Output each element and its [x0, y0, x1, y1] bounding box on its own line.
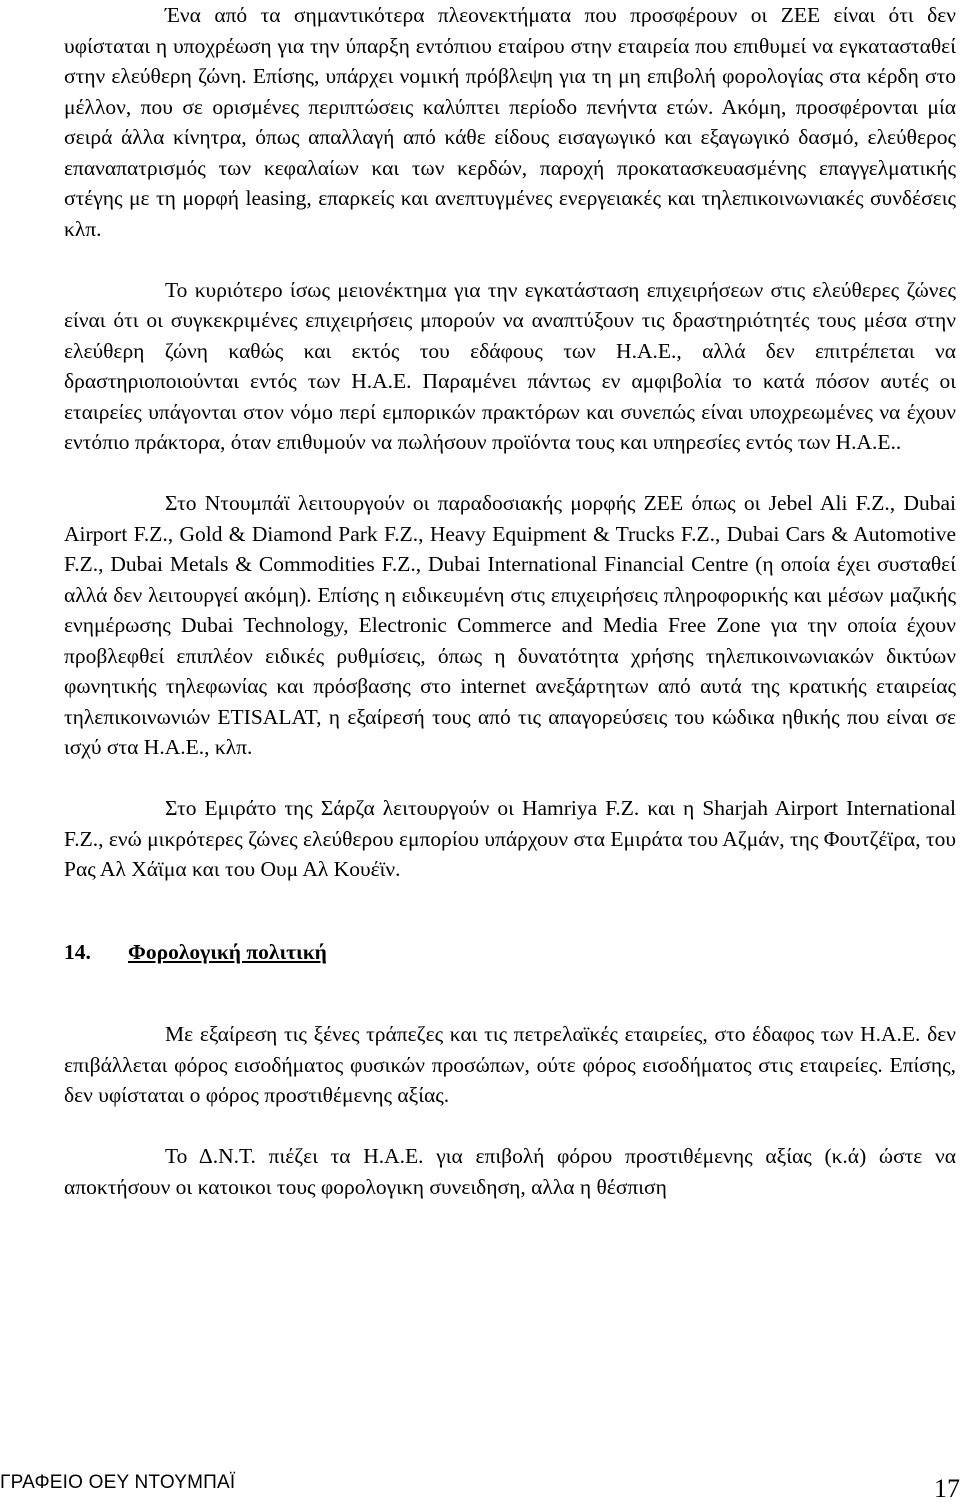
paragraph-sharjah-free-zones: Στο Εμιράτο της Σάρζα λειτουργούν οι Hamriya F.Z. και η Sharjah Airport International F.Z., ενώ μικρότερες ζώνες ελεύθερου εμπορίου υπάρχουν στα Εμιράτα του Αζμάν, της Φουτζέϊρα, του Ρας Αλ Χάϊμα και του Ουμ Αλ Κουέϊν.: [64, 796, 956, 881]
section-number: 14.: [64, 939, 91, 964]
section-heading: [64, 937, 956, 968]
paragraph-income-tax: Με εξαίρεση τις ξένες τράπεζες και τις πετρελαϊκές εταιρείες, στο έδαφος των Η.Α.Ε. δεν επιβάλλεται φόρος εισοδήματος φυσικών προσώπων, ούτε φόρος εισοδήματος στις εταιρείες. Επίσης, δεν υφίσταται ο φόρος προστιθέμενης αξίας.: [64, 1022, 956, 1107]
page-footer: [0, 1468, 960, 1502]
paragraph-dubai-free-zones: Στο Ντουμπάϊ λειτουργούν οι παραδοσιακής μορφής ΖΕΕ όπως οι Jebel Ali F.Z., Dubai Airport F.Z., Gold & Diamond Park F.Z., Heavy Equipment & Trucks F.Z., Dubai Cars & Automotive F.Z., Dubai Metals & Commodities F.Z., Dubai International Financial Centre (η οποία έχει συσταθεί αλλά δεν λειτουργεί ακόμη). Επίσης η ειδικευμένη στις επιχειρήσεις πληροφορικής και μέσων μαζικής ενημέρωσης Dubai Technology, Electronic Commerce and Media Free Zone για την οποία έχουν προβλεφθεί επιπλέον ειδικές ρυθμίσεις, όπως η δυνατότητα χρήσης τηλεπικοινωνιακών δικτύων φωνητικής τηλεφωνίας και πρόσβασης στο internet ανεξάρτητων από αυτά της κρατικής εταιρείας τηλεπικοινωνιών ETISALAT, η εξαίρεσή τους από τις απαγορεύσεις του κώδικα ηθικής που είναι σε ισχύ στα Η.Α.Ε., κλπ.: [64, 491, 956, 759]
footer-office-name: ΓΡΑΦΕΙΟ ΟΕΥ ΝΤΟΥΜΠΑΪ: [0, 1472, 236, 1493]
document-page: [64, 0, 956, 1202]
section-title: Φορολογική πολιτική: [128, 939, 327, 964]
paragraph-free-zone-advantages: Ένα από τα σημαντικότερα πλεονεκτήματα που προσφέρουν οι ΖΕΕ είναι ότι δεν υφίσταται η υποχρέωση για την ύπαρξη εντόπιου εταίρου στην εταιρεία που επιθυμεί να εγκατασταθεί στην ελεύθερη ζώνη. Επίσης, υπάρχει νομική πρόβλεψη για τη μη επιβολή φορολογίας στα κέρδη στο μέλλον, που σε ορισμένες περιπτώσεις καλύπτει περίοδο πενήντα ετών. Ακόμη, προσφέρονται μία σειρά άλλα κίνητρα, όπως απαλλαγή από κάθε είδους εισαγωγικό και εξαγωγικό δασμό, ελεύθερος επαναπατρισμός των κεφαλαίων και των κερδών, παροχή προκατασκευασμένης επαγγελματικής στέγης με τη μορφή leasing, επαρκείς και ανεπτυγμένες ενεργειακές και τηλεπικοινωνιακές συνδέσεις κλπ.: [64, 3, 956, 241]
footer-page-number: 17: [934, 1474, 960, 1503]
paragraph-vat-imf: Το Δ.Ν.Τ. πιέζει τα Η.Α.Ε. για επιβολή φόρου προστιθέμενης αξίας (κ.ά) ώστε να αποκτήσουν οι κατοικοι τους φορολογικη συνειδηση, αλλα η θέσπιση: [64, 1144, 956, 1199]
paragraph-free-zone-disadvantages: Το κυριότερο ίσως μειονέκτημα για την εγκατάσταση επιχειρήσεων στις ελεύθερες ζώνες είναι ότι οι συγκεκριμένες επιχειρήσεις μπορούν να αναπτύξουν τις δραστηριότητές τους μέσα στην ελεύθερη ζώνη καθώς και εκτός του εδάφους των Η.Α.Ε., αλλά δεν επιτρέπεται να δραστηριοποιούνται εντός των Η.Α.Ε. Παραμένει πάντως εν αμφιβολία το κατά πόσον αυτές οι εταιρείες υπάγονται στον νόμο περί εμπορικών πρακτόρων και συνεπώς είναι υποχρεωμένες να έχουν εντόπιο πράκτορα, όταν επιθυμούν να πωλήσουν προϊόντα τους και υπηρεσίες εντός των Η.Α.Ε..: [64, 277, 956, 454]
